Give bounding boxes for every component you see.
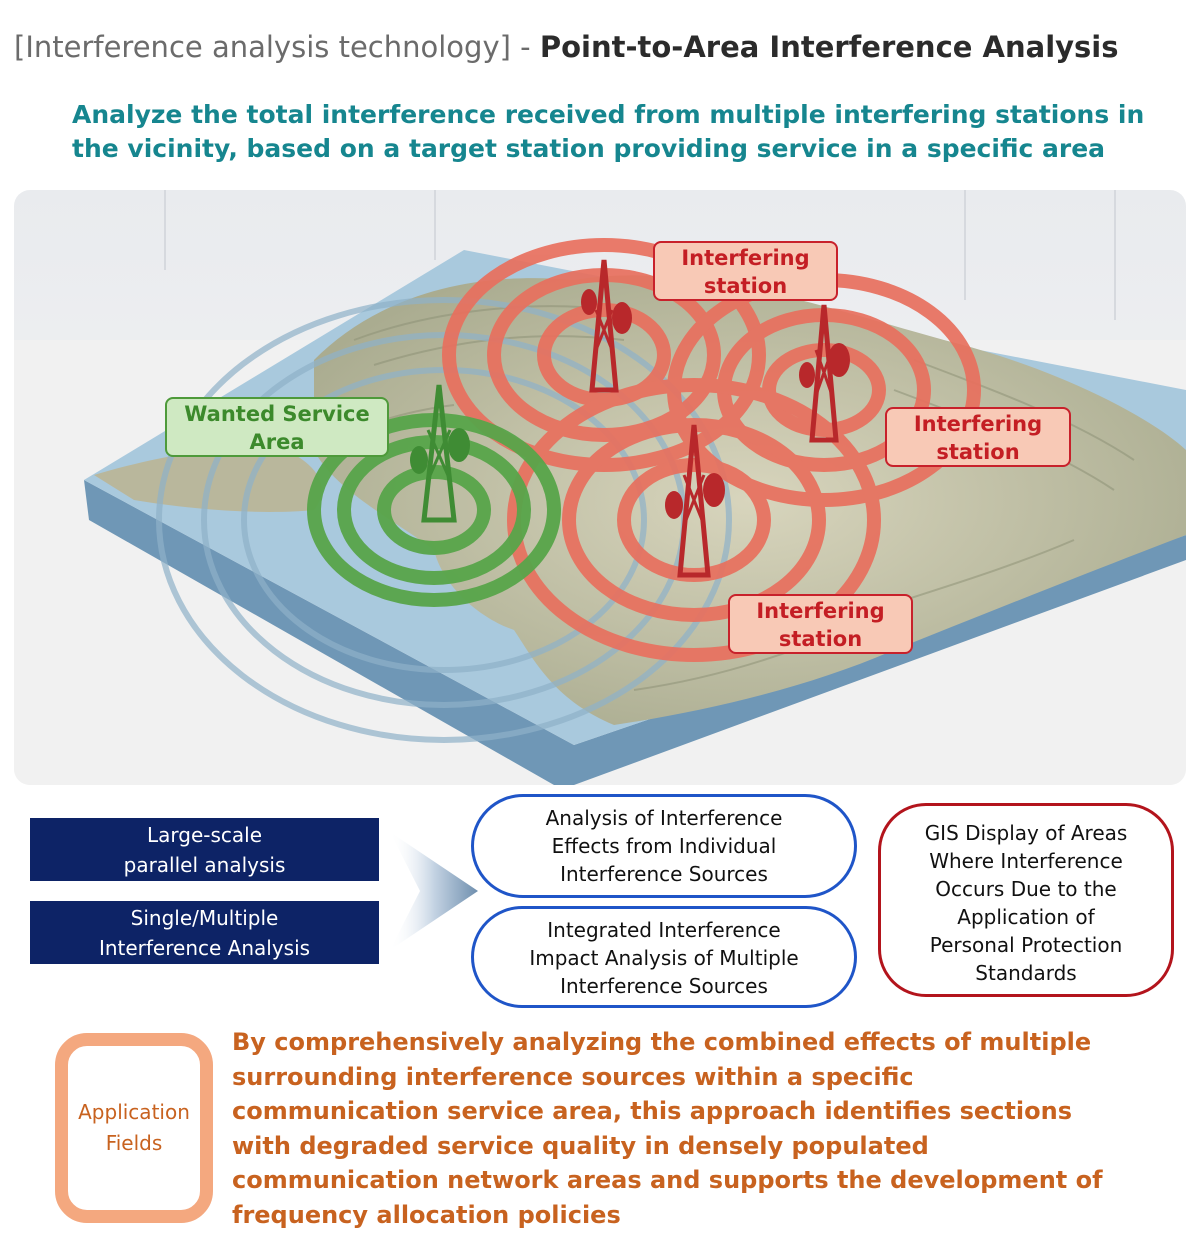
wanted-service-area-label: [165, 397, 389, 457]
pill-line: Application of: [957, 905, 1095, 929]
app-text-line: frequency allocation policies: [232, 1200, 621, 1229]
pill-line: Personal Protection: [929, 933, 1123, 957]
pill-line: Impact Analysis of Multiple: [529, 946, 799, 970]
label-line: Interfering: [681, 246, 810, 270]
application-description: [232, 1025, 1182, 1232]
analysis-individual-sources: [471, 794, 857, 898]
interfering-station-label-3: [728, 594, 913, 654]
integrated-impact-analysis: [471, 906, 857, 1008]
pill-line: GIS Display of Areas: [924, 821, 1128, 845]
feature-line: Large-scale: [146, 823, 263, 847]
feature-line: parallel analysis: [123, 853, 286, 877]
title-separator: -: [520, 30, 531, 64]
pill-line: Standards: [975, 961, 1077, 985]
app-label-line: Application: [78, 1100, 190, 1124]
feature-line: Single/Multiple: [130, 906, 279, 930]
arrow-icon: [390, 832, 480, 950]
feature-large-scale-parallel: [30, 818, 379, 881]
app-label-line: Fields: [105, 1131, 163, 1155]
title-prefix: [Interference analysis technology]: [14, 30, 511, 64]
pill-line: Analysis of Interference: [545, 806, 783, 830]
app-text-line: with degraded service quality in densely populated: [232, 1131, 929, 1160]
label-line: Interfering: [756, 599, 885, 623]
interfering-station-label-2: [885, 407, 1071, 467]
app-text-line: surrounding interference sources within a specific: [232, 1062, 914, 1091]
pill-line: Where Interference: [929, 849, 1123, 873]
pill-line: Integrated Interference: [547, 918, 781, 942]
label-line: Wanted Service: [184, 402, 370, 426]
map-svg: [14, 190, 1186, 785]
app-text-line: communication network areas and supports the development of: [232, 1166, 1103, 1194]
application-fields-label: [55, 1033, 213, 1223]
label-line: station: [778, 627, 863, 651]
subtitle-line-1: Analyze the total interference received from multiple interfering stations in: [72, 100, 1145, 129]
label-line: Area: [249, 430, 305, 454]
pill-line: Effects from Individual: [551, 834, 777, 858]
subtitle-line-2: the vicinity, based on a target station providing service in a specific area: [72, 134, 1106, 163]
terrain-map-illustration: [14, 190, 1186, 785]
pill-line: Interference Sources: [560, 974, 768, 998]
label-line: station: [703, 274, 788, 298]
feature-line: Interference Analysis: [98, 936, 311, 960]
interfering-station-label-1: [653, 241, 838, 301]
app-text-line: communication service area, this approach identifies sections: [232, 1097, 1072, 1125]
subtitle: [72, 98, 1172, 166]
title-main: Point-to-Area Interference Analysis: [539, 30, 1119, 64]
pill-line: Occurs Due to the: [935, 877, 1117, 901]
app-text-line: By comprehensively analyzing the combined effects of multiple: [232, 1028, 1092, 1056]
gis-display-box: [878, 803, 1174, 997]
label-line: Interfering: [913, 412, 1043, 436]
label-line: station: [936, 440, 1020, 464]
feature-single-multiple: [30, 901, 379, 964]
page-title: [14, 30, 1184, 64]
pill-line: Interference Sources: [560, 862, 768, 886]
